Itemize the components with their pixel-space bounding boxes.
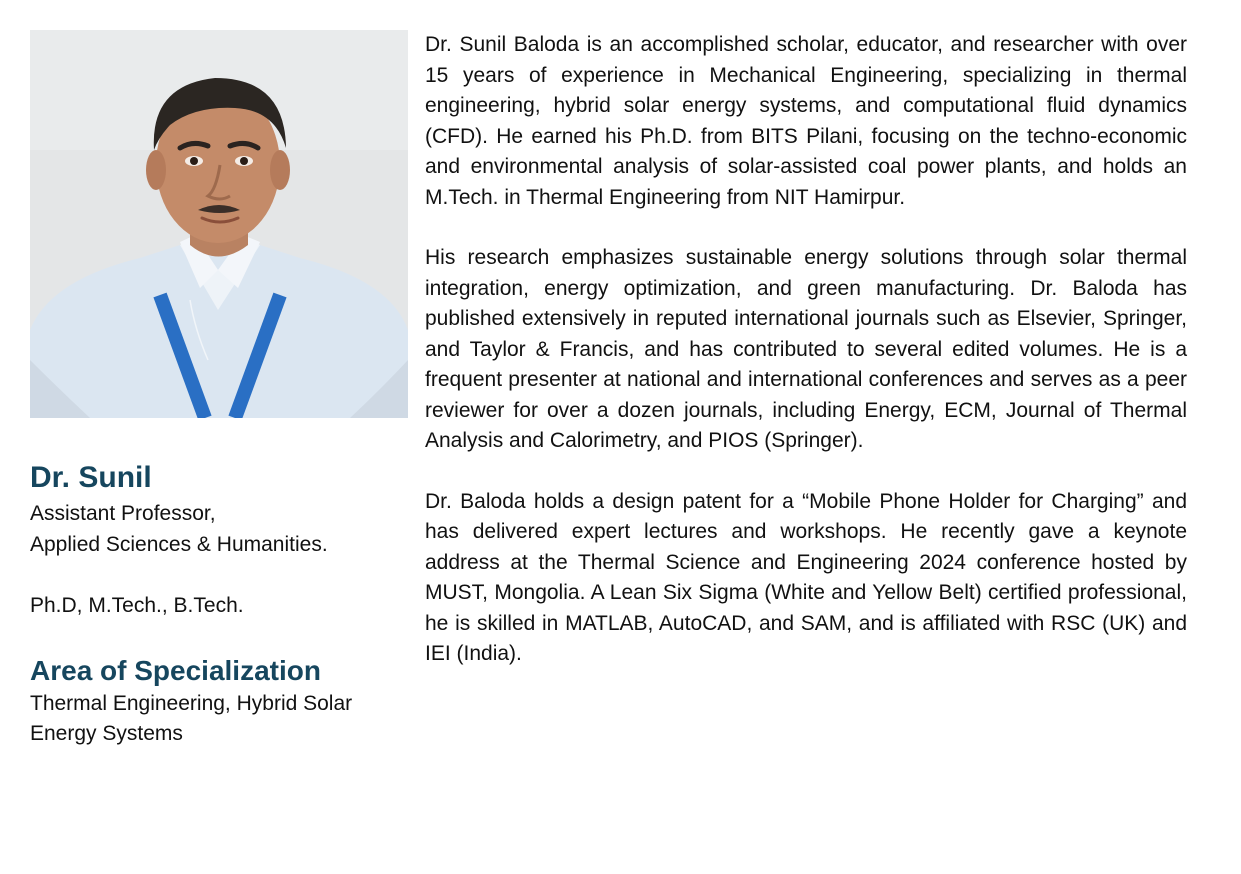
profile-summary [30, 458, 410, 749]
profile-photo [30, 30, 408, 418]
portrait-image [30, 30, 408, 418]
specialization-heading: Area of Specialization [30, 655, 321, 686]
biography [425, 30, 1187, 700]
bio-paragraph: Dr. Baloda holds a design patent for a “Mobile Phone Holder for Charging” and has delivered expert lectures and workshops. He recently gave a keynote address at the Thermal Science and Engineering 2024 conference hosted by MUST, Mongolia. A Lean Six Sigma (White and Yellow Belt) certified professional, he is skilled in MATLAB, AutoCAD, and SAM, and is affiliated with RSC (UK) and IEI (India). [425, 489, 1187, 665]
spacer [30, 560, 410, 590]
bio-paragraph: Dr. Sunil Baloda is an accomplished scholar, educator, and researcher with over 15 years of experience in Mechanical Engineering, specializing in thermal engineering, hybrid solar energy systems, and computational fluid dynamics (CFD). He earned his Ph.D. from BITS Pilani, focusing on the techno-economic and environmental analysis of solar-assisted coal power plants, and holds an M.Tech. in Thermal Engineering from NIT Hamirpur. [425, 33, 1187, 209]
profile-name: Dr. Sunil [30, 461, 152, 494]
designation: Assistant Professor, [30, 502, 216, 525]
specialization-text: Thermal Engineering, Hybrid Solar Energy Systems [30, 692, 353, 745]
spacer [30, 621, 410, 651]
department: Applied Sciences & Humanities. [30, 533, 328, 556]
qualifications: Ph.D, M.Tech., B.Tech. [30, 594, 244, 617]
bio-paragraph: His research emphasizes sustainable energy solutions through solar thermal integration, energy optimization, and green manufacturing. Dr. Baloda has published extensively in reputed international journals such as Elsevier, Springer, and Taylor & Francis, and has contributed to several edited volumes. He is a frequent presenter at national and international conferences and serves as a peer reviewer for over a dozen journals, including Energy, ECM, Journal of Thermal Analysis and Calorimetry, and PIOS (Springer). [425, 246, 1187, 452]
